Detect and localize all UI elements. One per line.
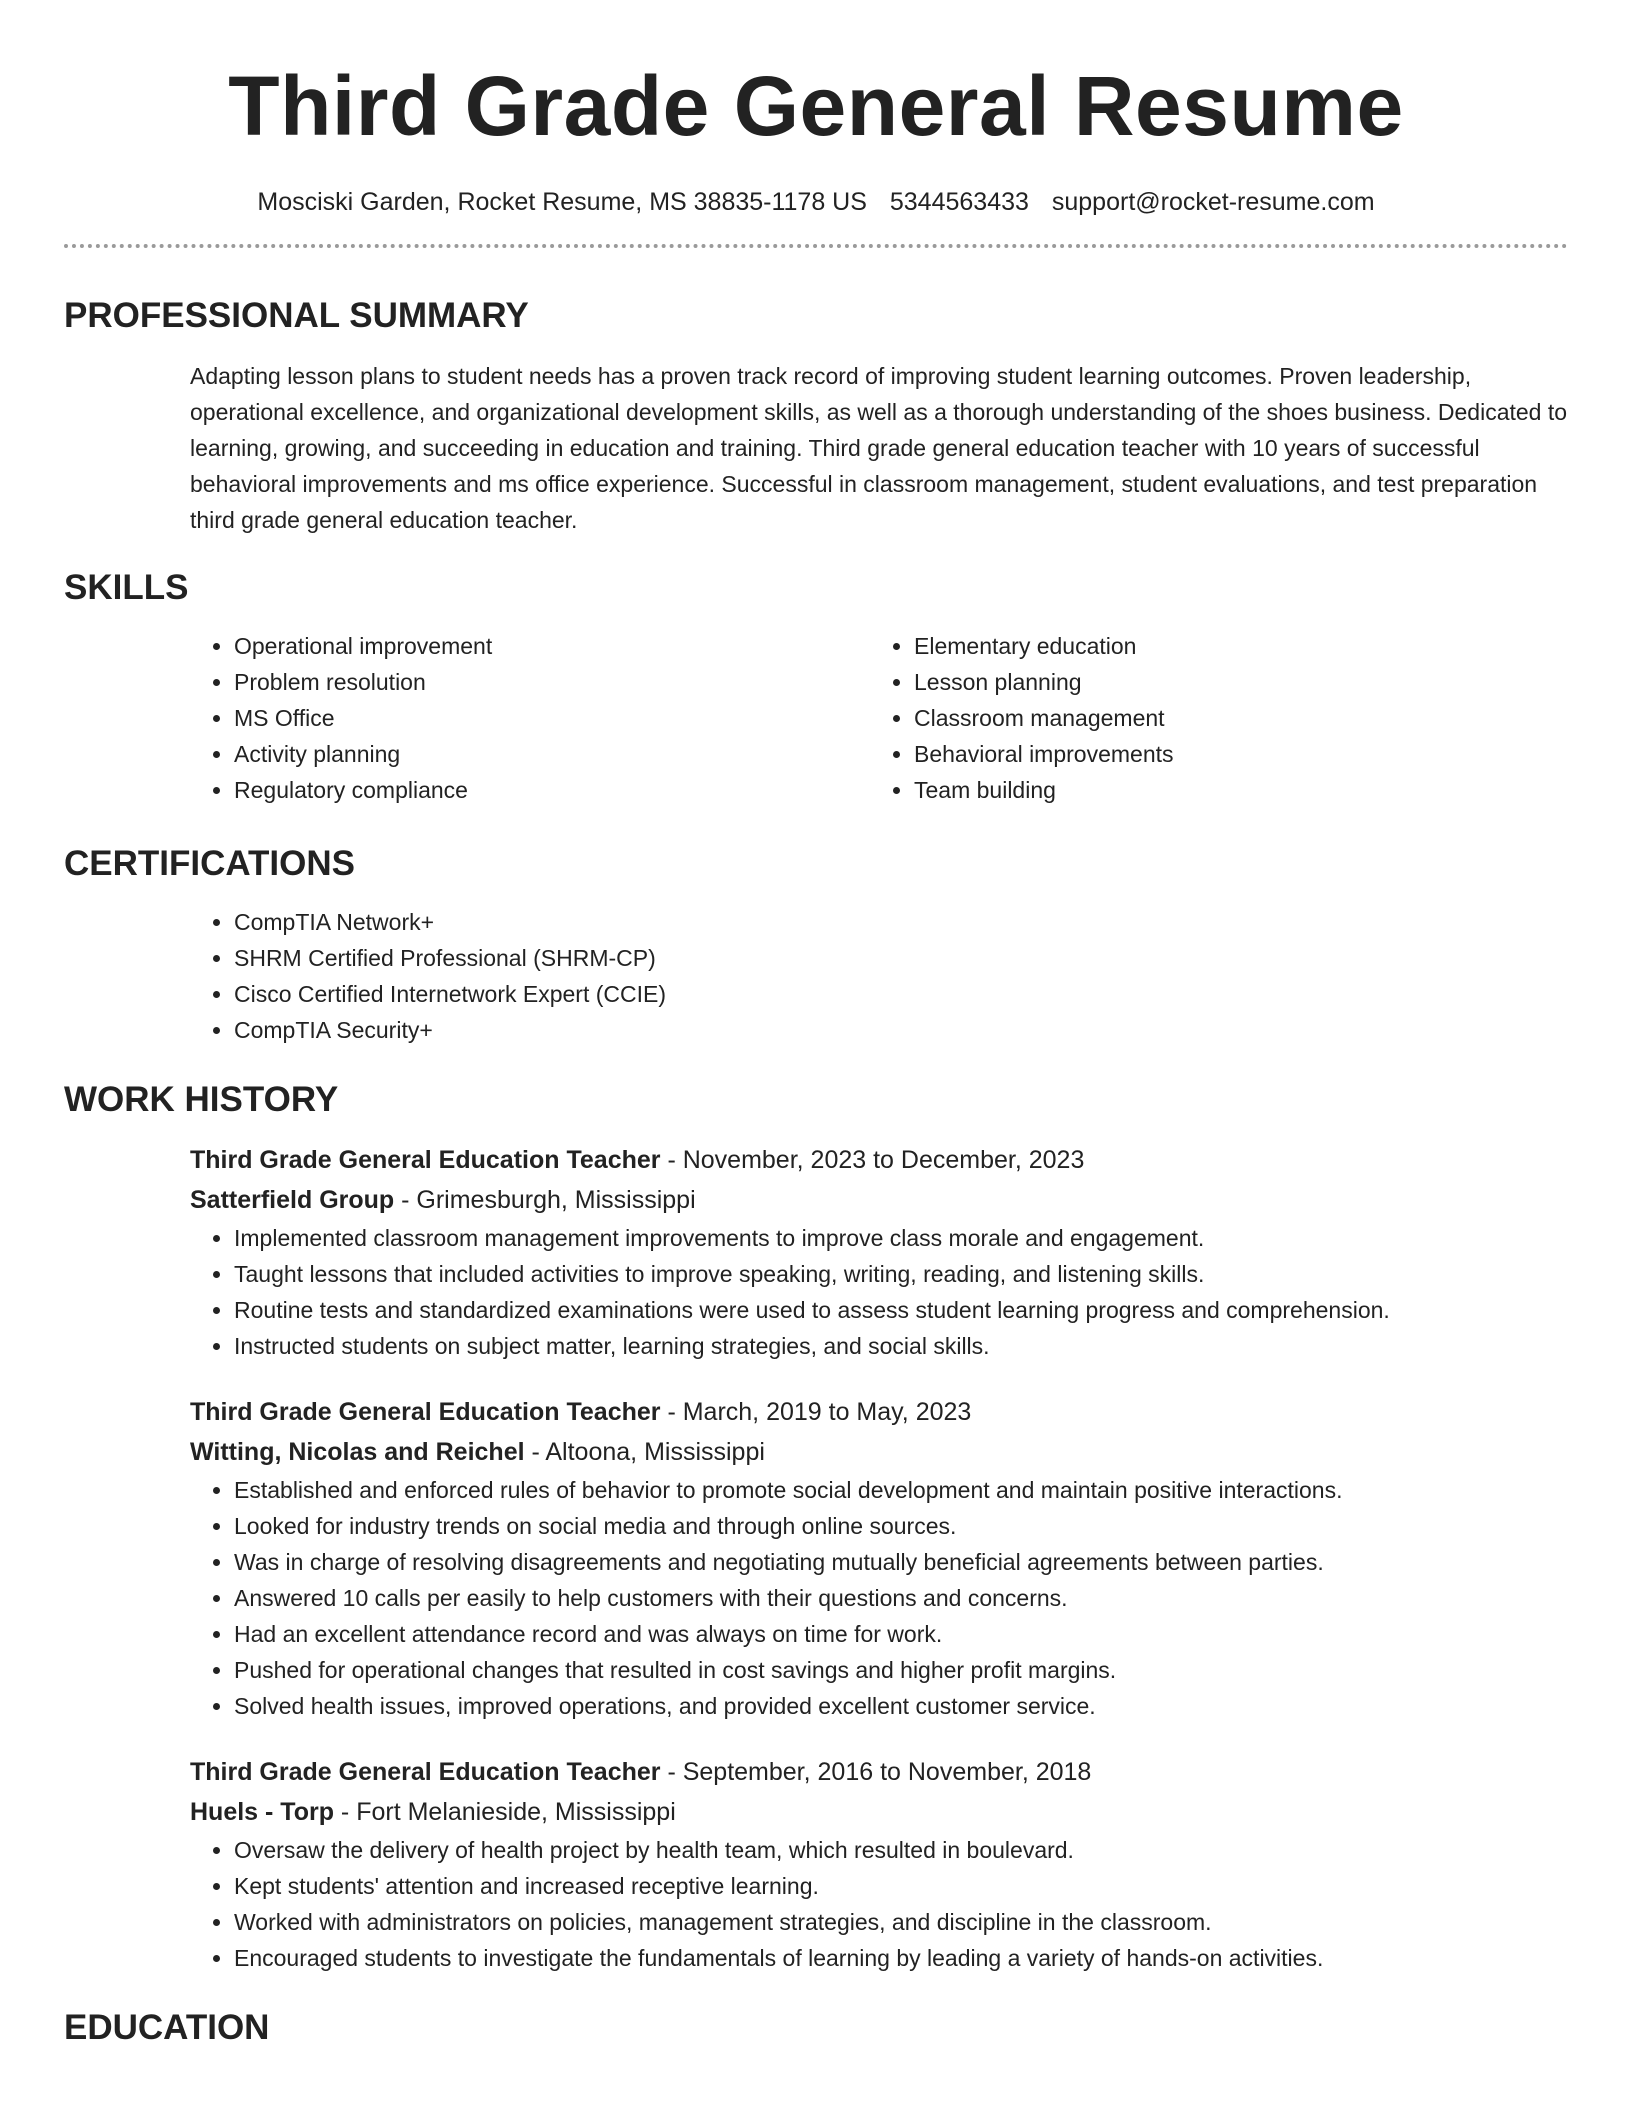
job-company: Huels - Torp [190, 1798, 334, 1826]
certification-item: • CompTIA Security+ [234, 1012, 1568, 1048]
job-bullet: • Looked for industry trends on social media and through online sources. [234, 1508, 1568, 1544]
skill-item: • Behavioral improvements [914, 736, 1550, 772]
job-dates: - November, 2023 to December, 2023 [660, 1146, 1085, 1174]
job-role: Third Grade General Education Teacher [190, 1758, 661, 1786]
job-company: Satterfield Group [190, 1186, 395, 1214]
job-bullet: • Taught lessons that included activities to improve speaking, writing, reading, and listening skills. [234, 1256, 1568, 1292]
job-role: Third Grade General Education Teacher [190, 1398, 661, 1426]
education-heading: EDUCATION [64, 2008, 270, 2047]
job-role: Third Grade General Education Teacher [190, 1146, 661, 1174]
job-entry [190, 1392, 1568, 1724]
job-entry [190, 1140, 1568, 1364]
certifications-section [64, 842, 1568, 1048]
skill-item: • Problem resolution [234, 664, 870, 700]
skills-grid [190, 628, 1568, 808]
job-bullet: • Had an excellent attendance record and was always on time for work. [234, 1616, 1568, 1652]
resume-title: Third Grade General Resume [228, 59, 1404, 153]
job-company-line [190, 1792, 1568, 1832]
contact-line [64, 186, 1568, 218]
certification-item: • CompTIA Network+ [234, 904, 1568, 940]
skill-item: • Lesson planning [914, 664, 1550, 700]
work-history-section [64, 1078, 1568, 1976]
skill-item: • Elementary education [914, 628, 1550, 664]
resume-page [64, 0, 1568, 2050]
job-bullet: • Kept students' attention and increased receptive learning. [234, 1868, 1568, 1904]
certifications-heading: CERTIFICATIONS [64, 844, 356, 883]
skill-item: • Team building [914, 772, 1550, 808]
job-bullet: • Instructed students on subject matter, learning strategies, and social skills. [234, 1328, 1568, 1364]
job-dates: - March, 2019 to May, 2023 [660, 1398, 972, 1426]
skill-item: • Activity planning [234, 736, 870, 772]
summary-text: Adapting lesson plans to student needs has a proven track record of improving student learning outcomes. Proven leadership, operational excellence, and organizational development skills, as well as a thorough understanding of the shoes business. Dedicated to learning, growing, and succeeding in education and training. Third grade general education teacher with 10 years of successful behavioral improvements and ms office experience. Successful in classroom management, student evaluations, and test preparation third grade general education teacher. [190, 363, 1568, 533]
job-company-line [190, 1432, 1568, 1472]
header-divider [64, 244, 1568, 248]
contact-address: Mosciski Garden, Rocket Resume, MS 38835-1178 US [257, 188, 867, 216]
job-bullet: • Answered 10 calls per easily to help customers with their questions and concerns. [234, 1580, 1568, 1616]
skills-column-right [870, 628, 1550, 808]
summary-section [64, 294, 1568, 538]
job-location: - Fort Melanieside, Mississippi [333, 1798, 676, 1826]
job-location: - Grimesburgh, Mississippi [394, 1186, 696, 1214]
skills-column-left [190, 628, 870, 808]
job-company-line [190, 1180, 1568, 1220]
job-title-line [190, 1140, 1568, 1180]
job-title-line [190, 1752, 1568, 1792]
skill-item: • Operational improvement [234, 628, 870, 664]
job-bullet: • Implemented classroom management improvements to improve class morale and engagement. [234, 1220, 1568, 1256]
job-company: Witting, Nicolas and Reichel [190, 1438, 525, 1466]
certifications-list [190, 904, 1568, 1048]
job-title-line [190, 1392, 1568, 1432]
skill-item: • Regulatory compliance [234, 772, 870, 808]
job-bullet: • Was in charge of resolving disagreements and negotiating mutually beneficial agreements between parties. [234, 1544, 1568, 1580]
job-bullet: • Worked with administrators on policies, management strategies, and discipline in the classroom. [234, 1904, 1568, 1940]
job-bullet: • Encouraged students to investigate the fundamentals of learning by leading a variety of hands-on activities. [234, 1940, 1568, 1976]
job-entry [190, 1752, 1568, 1976]
skills-heading: SKILLS [64, 568, 189, 607]
work-history-heading: WORK HISTORY [64, 1080, 339, 1119]
job-bullet: • Solved health issues, improved operations, and provided excellent customer service. [234, 1688, 1568, 1724]
certification-item: • Cisco Certified Internetwork Expert (CCIE) [234, 976, 1568, 1012]
certification-item: • SHRM Certified Professional (SHRM-CP) [234, 940, 1568, 976]
job-bullet: • Routine tests and standardized examinations were used to assess student learning progress and comprehension. [234, 1292, 1568, 1328]
job-dates: - September, 2016 to November, 2018 [660, 1758, 1092, 1786]
job-bullet: • Established and enforced rules of behavior to promote social development and maintain positive interactions. [234, 1472, 1568, 1508]
skill-item: • Classroom management [914, 700, 1550, 736]
contact-phone: 5344563433 [889, 188, 1029, 216]
summary-heading: PROFESSIONAL SUMMARY [64, 296, 529, 335]
contact-email: support@rocket-resume.com [1051, 188, 1375, 216]
job-location: - Altoona, Mississippi [524, 1438, 765, 1466]
skill-item: • MS Office [234, 700, 870, 736]
skills-section [64, 566, 1568, 808]
education-section [64, 2006, 1568, 2050]
job-bullet: • Oversaw the delivery of health project by health team, which resulted in boulevard. [234, 1832, 1568, 1868]
job-bullet: • Pushed for operational changes that resulted in cost savings and higher profit margins. [234, 1652, 1568, 1688]
